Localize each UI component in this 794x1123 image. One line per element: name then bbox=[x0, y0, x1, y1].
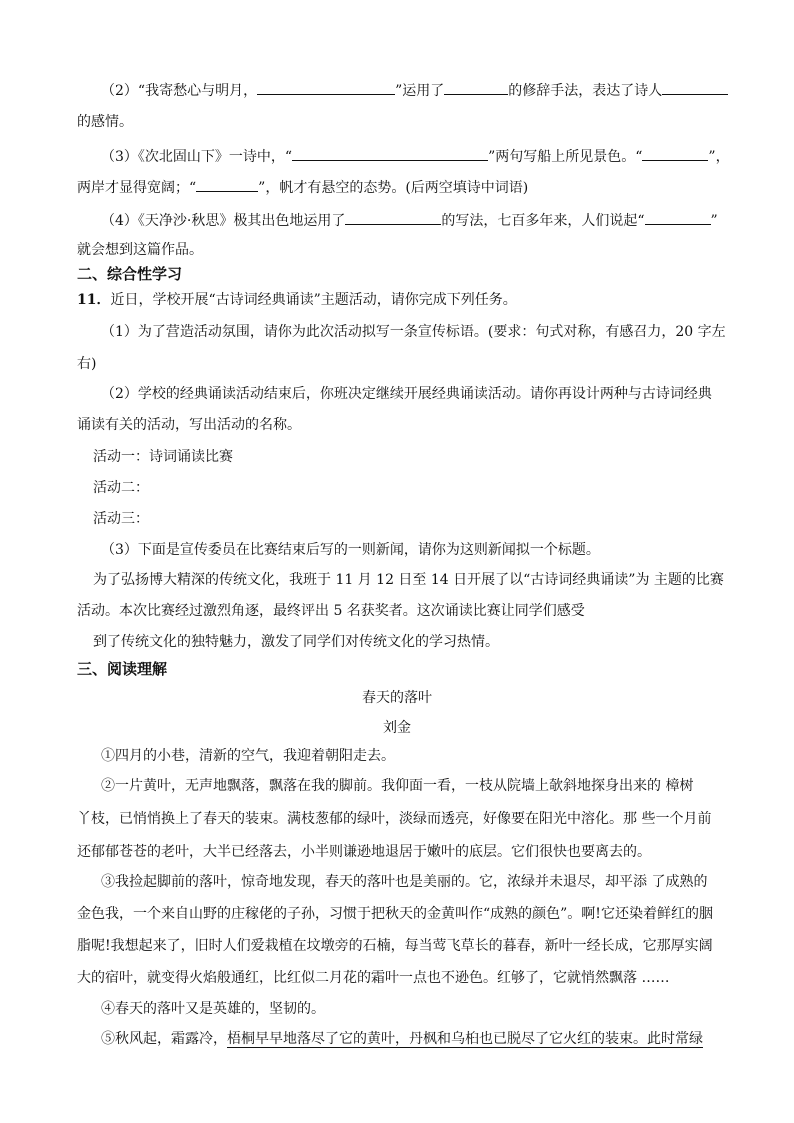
q11-part2-line1: （2）学校的经典诵读活动结束后，你班决定继续开展经典诵读活动。请你再设计两种与古诗词经典 bbox=[101, 386, 712, 402]
q10-part4-line1: （4）《天净沙·秋思》极其出色地运用了 的写法，七百多年来，人们说起“ ” bbox=[101, 209, 718, 231]
activity-two: 活动二： bbox=[93, 480, 149, 496]
q10-part2-line2: 的感情。 bbox=[77, 114, 133, 130]
paragraph-1: ①四月的小巷，清新的空气，我迎着朝阳走去。 bbox=[101, 748, 395, 764]
q11-part2-line2: 诵读有关的活动，写出活动的名称。 bbox=[77, 417, 301, 433]
paragraph-2-line1: ②一片黄叶，无声地飘落，飘落在我的脚前。我仰面一看，一枝从院墙上欹斜地探身出来的 樟树 bbox=[101, 778, 694, 794]
answer-blank[interactable] bbox=[257, 79, 395, 95]
answer-blank[interactable] bbox=[645, 209, 711, 225]
section-heading-comprehensive: 二、综合性学习 bbox=[77, 265, 183, 283]
answer-blank[interactable] bbox=[642, 145, 708, 161]
article-author: 刘金 bbox=[383, 720, 411, 736]
q10-part3-line1: （3）《次北固山下》一诗中，“ ”两句写船上所见景色。“ ”， bbox=[101, 145, 730, 167]
answer-blank[interactable] bbox=[292, 145, 488, 161]
q11-part1-line2: 右) bbox=[77, 356, 97, 372]
news-line2: 活动。本次比赛经过激烈角逐，最终评出 5 名获奖者。这次诵读比赛让同学们感受 bbox=[77, 603, 585, 619]
paragraph-5-line1: ⑤秋风起，霜露冷，梧桐早早地落尽了它的黄叶，丹枫和乌桕也已脱尽了它火红的装束。此时常绿 bbox=[101, 1031, 703, 1047]
answer-blank[interactable] bbox=[345, 209, 441, 225]
news-line1: 为了弘扬博大精深的传统文化，我班于 11 月 12 日至 14 日开展了以“古诗词经典诵读”为 主题的比赛 bbox=[93, 572, 724, 588]
activity-one: 活动一：诗词诵读比赛 bbox=[93, 449, 233, 465]
paragraph-3-line3: 脂呢!我想起来了，旧时人们爱栽植在坟墩旁的石楠，每当莺飞草长的暮春，新叶一经长成，它那厚实阔 bbox=[77, 938, 713, 954]
answer-blank[interactable] bbox=[196, 176, 258, 192]
paragraph-3-line4: 大的宿叶，就变得火焰般通红，比红似二月花的霜叶一点也不逊色。红够了，它就悄然飘落 …… bbox=[77, 970, 670, 986]
q10-part4-line2: 就会想到这篇作品。 bbox=[77, 242, 203, 258]
paragraph-3-line1: ③我捡起脚前的落叶，惊奇地发现，春天的落叶也是美丽的。它，浓绿并未退尽，却平添 了成熟的 bbox=[101, 874, 708, 890]
question-number: 11． bbox=[77, 292, 111, 308]
q11-stem: 11．近日，学校开展“古诗词经典诵读”主题活动，请你完成下列任务。 bbox=[77, 292, 517, 308]
q10-part2-line1: （2）“我寄愁心与明月， ”运用了 的修辞手法，表达了诗人 bbox=[101, 79, 728, 101]
article-title: 春天的落叶 bbox=[362, 690, 432, 706]
activity-three: 活动三： bbox=[93, 511, 149, 527]
q11-part3: （3）下面是宣传委员在比赛结束后写的一则新闻，请你为这则新闻拟一个标题。 bbox=[101, 542, 600, 558]
paragraph-3-line2: 金色我，一个来自山野的庄稼佬的子孙，习惯于把秋天的金黄叫作“成熟的颜色”。啊!它还染着鲜红的胭 bbox=[77, 906, 713, 922]
section-heading-reading: 三、阅读理解 bbox=[77, 660, 168, 678]
paragraph-4: ④春天的落叶又是英雄的，坚韧的。 bbox=[101, 1001, 325, 1017]
paragraph-2-line2: 丫枝，已悄悄换上了春天的装束。满枝葱郁的绿叶，淡绿而透亮，好像要在阳光中溶化。那 些一个月前 bbox=[77, 811, 712, 827]
q11-part1-line1: （1）为了营造活动氛围，请你为此次活动拟写一条宣传标语。(要求：句式对称，有感召力，20 字左 bbox=[101, 324, 726, 340]
paragraph-2-line3: 还郁郁苍苍的老叶，大半已经落去，小半则谦逊地退居于嫩叶的底层。它们很快也要离去的。 bbox=[77, 844, 651, 860]
answer-blank[interactable] bbox=[444, 79, 508, 95]
news-line3: 到了传统文化的独特魅力，激发了同学们对传统文化的学习热情。 bbox=[93, 634, 499, 650]
answer-blank[interactable] bbox=[662, 79, 728, 95]
underlined-sentence: 梧桐早早地落尽了它的黄叶，丹枫和乌桕也已脱尽了它火红的装束。此时常绿 bbox=[227, 1031, 703, 1047]
q10-part3-line2: 两岸才显得宽阔；“ ”，帆才有悬空的态势。(后两空填诗中词语) bbox=[77, 176, 528, 198]
